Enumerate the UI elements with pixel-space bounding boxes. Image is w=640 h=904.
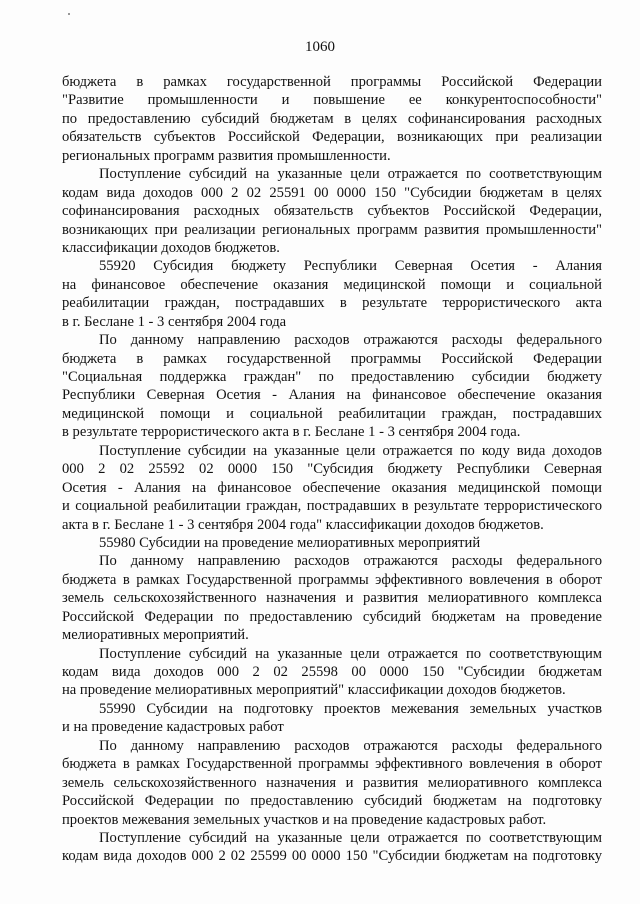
text-line: реабилитации граждан, пострадавших в результате террористического акта [62, 295, 602, 312]
text-line: возникающих при реализации региональных программ развития промышленности" [62, 221, 602, 238]
text-line: на финансовое обеспечение оказания медицинской помощи и социальной [62, 276, 602, 293]
text-line: По данному направлению расходов отражаются расходы федерального [99, 332, 602, 349]
text-line: кодам вида доходов 000 2 02 25591 00 0000 150 "Субсидии бюджетам в целях [62, 184, 602, 201]
text-line: региональных программ развития промышленности. [62, 147, 391, 164]
text-line: акта в г. Беслане 1 - 3 сентября 2004 года" классификации доходов бюджетов. [62, 516, 544, 533]
text-line: земель сельскохозяйственного назначения и развития мелиоративного комплекса [62, 774, 602, 791]
document-body [62, 73, 602, 866]
text-line: бюджета в рамках Государственной программы эффективного вовлечения в оборот [62, 756, 602, 773]
text-line: Поступление субсидий на указанные цели отражается по соответствующим [99, 645, 602, 662]
text-line: кодам вида доходов 000 2 02 25598 00 0000 150 "Субсидии бюджетам [62, 664, 602, 680]
text-line: бюджета в рамках государственной программы Российской Федерации [62, 350, 602, 367]
text-line: По данному направлению расходов отражаются расходы федерального [99, 553, 602, 570]
text-line: Поступление субсидий на указанные цели отражается по соответствующим [99, 829, 602, 846]
text-line: Республики Северная Осетия - Алания на финансовое обеспечение оказания [62, 387, 602, 404]
text-line: 000 2 02 25592 02 0000 150 "Субсидия бюджету Республики Северная [62, 461, 602, 478]
text-line: "Социальная поддержка граждан" по предоставлению субсидии бюджету [62, 369, 602, 385]
page-number: 1060 [305, 39, 335, 55]
text-line: Российской Федерации по предоставлению субсидий бюджетам на проведение [62, 608, 602, 625]
text-line: в г. Беслане 1 - 3 сентября 2004 года [62, 313, 287, 330]
text-line: проектов межевания земельных участков и на проведение кадастровых работ. [62, 811, 547, 828]
text-line: софинансирования расходных обязательств субъектов Российской Федерации, [62, 203, 602, 220]
text-line: бюджета в рамках государственной программы Российской Федерации [62, 74, 602, 90]
text-line: мелиоративных мероприятий. [62, 627, 249, 644]
text-line: Поступление субсидии на указанные цели отражается по коду вида доходов [99, 442, 602, 459]
text-line: Осетия - Алания на финансовое обеспечение оказания медицинской помощи [62, 479, 602, 496]
text-line: и на проведение кадастровых работ [62, 719, 284, 736]
text-line: 55990 Субсидии на подготовку проектов межевания земельных участков [99, 700, 602, 717]
text-line: медицинской помощи и социальной реабилитации граждан, пострадавших [62, 405, 602, 422]
text-line: в результате террористического акта в г. Беслане 1 - 3 сентября 2004 года. [62, 424, 521, 441]
text-line: По данному направлению расходов отражаются расходы федерального [99, 737, 602, 754]
text-line: земель сельскохозяйственного назначения и развития мелиоративного комплекса [62, 590, 602, 607]
text-line: кодам вида доходов 000 2 02 25599 00 0000 150 "Субсидии бюджетам на подготовку [62, 848, 602, 865]
text-line: обязательств субъектов Российской Федерации, возникающих при реализации [62, 129, 602, 146]
text-line: на проведение мелиоративных мероприятий" классификации доходов бюджетов. [62, 682, 566, 699]
text-line: Российской Федерации по предоставлению субсидий бюджетам на подготовку [62, 793, 602, 810]
text-line: классификации доходов бюджетов. [62, 239, 280, 256]
scan-speck [68, 13, 70, 15]
text-line: 55980 Субсидии на проведение мелиоративных мероприятий [99, 534, 481, 551]
text-line: "Развитие промышленности и повышение ее конкурентоспособности" [62, 92, 602, 109]
text-line: Поступление субсидий на указанные цели отражается по соответствующим [99, 166, 602, 183]
text-line: 55920 Субсидия бюджету Республики Северная Осетия - Алания [99, 258, 602, 275]
text-line: по предоставлению субсидий бюджетам в целях софинансирования расходных [62, 110, 602, 127]
text-line: и социальной реабилитации граждан, пострадавших в результате террористического [62, 498, 602, 515]
text-line: бюджета в рамках Государственной программы эффективного вовлечения в оборот [62, 571, 602, 588]
